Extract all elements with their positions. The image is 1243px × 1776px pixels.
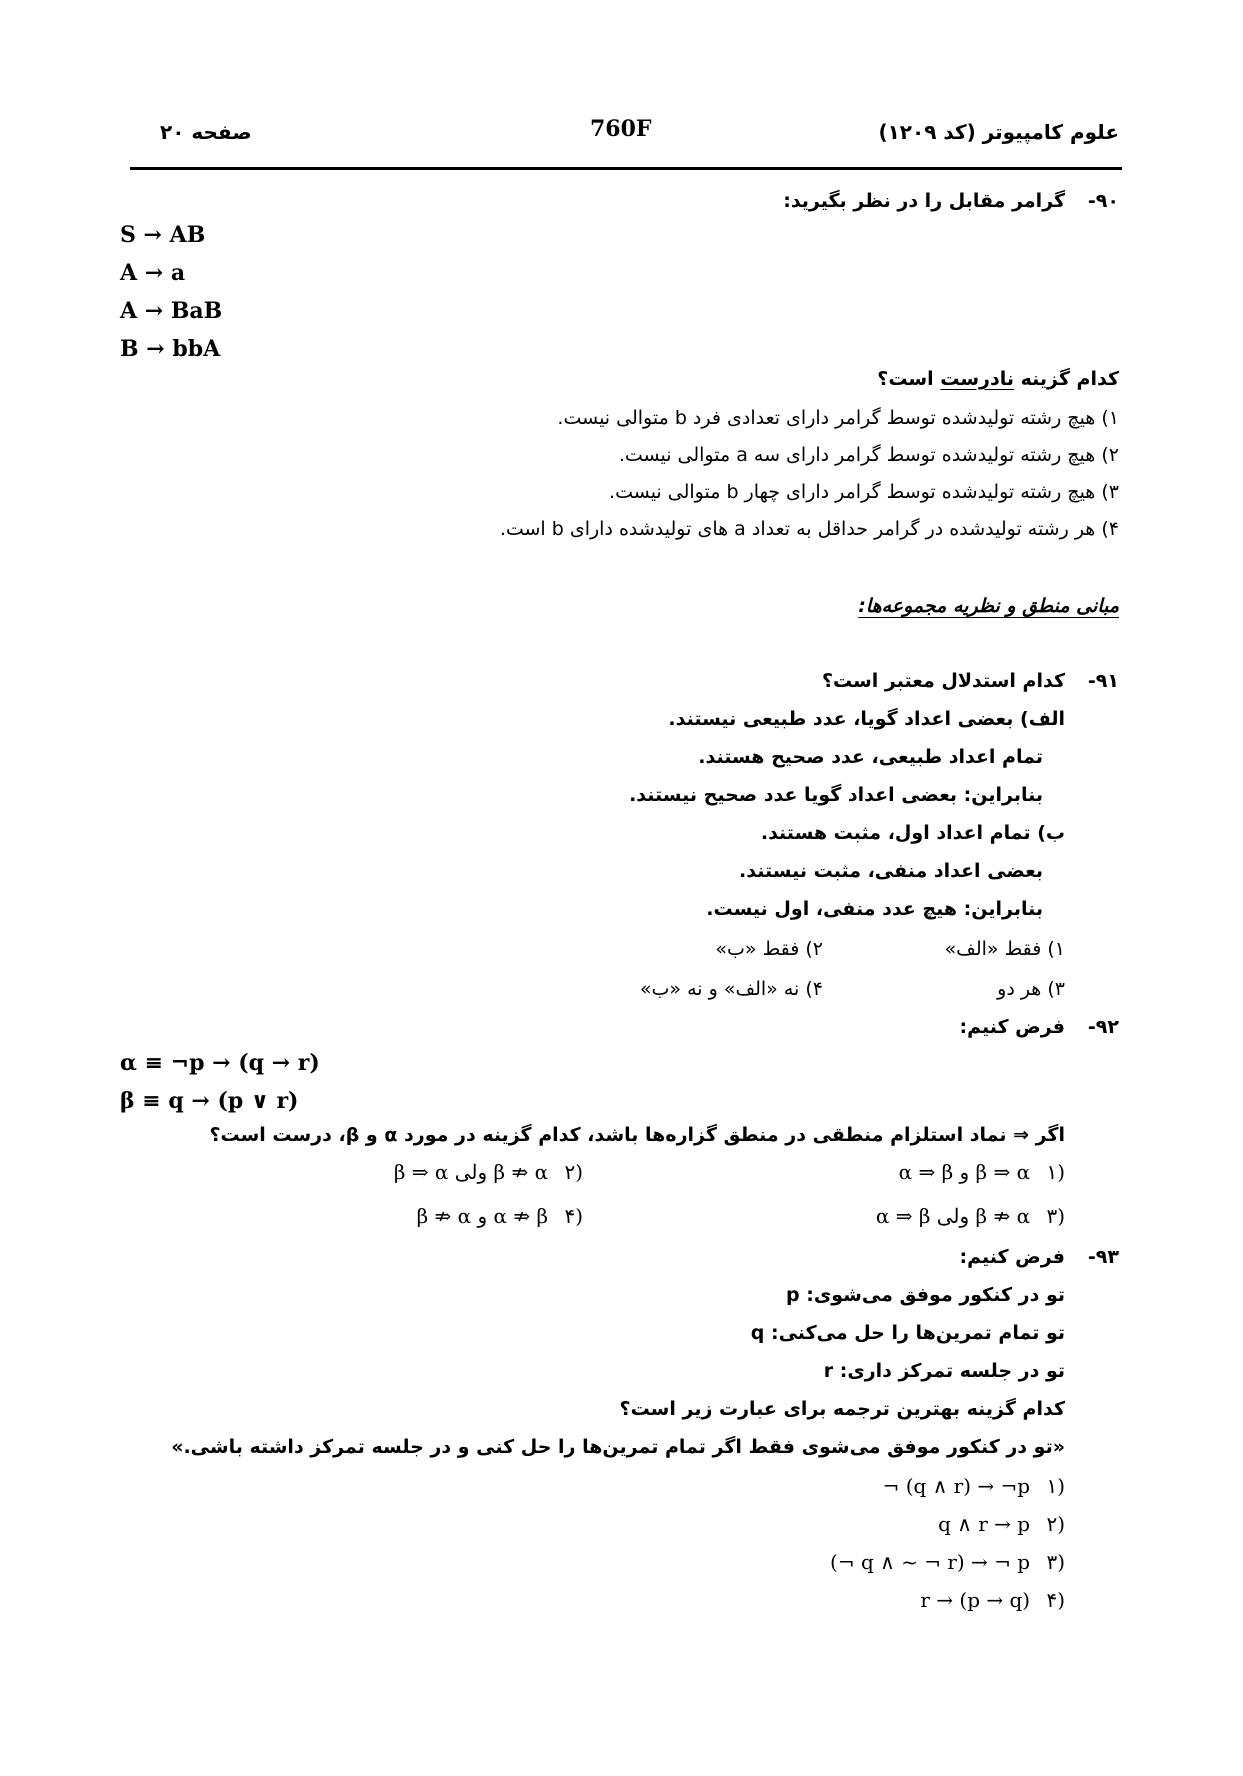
q91-line: بنابراین: هیچ عدد منفی، اول نیست. — [706, 898, 1043, 920]
q91-line: بنابراین: بعضی اعداد گویا عدد صحیح نیستند. — [629, 784, 1043, 806]
q90-question — [877, 368, 1119, 390]
q92-option-2-num: ۲) — [564, 1160, 583, 1184]
q92-option-4 — [417, 1204, 583, 1228]
q93-def-q: تو تمام تمرین‌ها را حل می‌کنی: q — [750, 1322, 1065, 1344]
q91-option-4: ۴) نه «الف» و نه «ب» — [639, 978, 823, 1000]
q91-line: بعضی اعداد منفی، مثبت نیستند. — [739, 860, 1043, 882]
q93-quote: «تو در کنکور موفق می‌شوی فقط اگر تمام تمرین‌ها را حل کنی و در جلسه تمرکز داشته باشی.» — [171, 1436, 1065, 1458]
q90-question-pre: کدام گزینه — [1014, 368, 1119, 390]
q90-question-post: است؟ — [877, 368, 941, 390]
q91-line: تمام اعداد طبیعی، عدد صحیح هستند. — [698, 746, 1043, 768]
q92-formula-alpha: α ≡ ¬p → (q → r) — [120, 1050, 320, 1076]
q91-option-3: ۳) هر دو — [997, 978, 1065, 1000]
q93-stem: فرض کنیم: — [959, 1246, 1065, 1268]
q93-option-1-text: ¬ (q ∧ r) → ¬p — [882, 1474, 1031, 1498]
q93-option-4-text: r → (p → q) — [920, 1588, 1031, 1612]
q90-number: -۹۰ — [1087, 190, 1119, 212]
q93-option-1 — [883, 1474, 1065, 1498]
q92-option-2-text: β ⇒ α ولی β ⇏ α — [393, 1160, 549, 1184]
q91-option-1: ۱) فقط «الف» — [944, 938, 1065, 960]
q92-option-1 — [899, 1160, 1065, 1184]
section-title: مبانی منطق و نظریه مجموعه‌ها: — [858, 595, 1119, 617]
q90-option-1: ۱) هیچ رشته تولیدشده توسط گرامر دارای تعدادی فرد b متوالی نیست. — [557, 407, 1119, 429]
q92-stem: فرض کنیم: — [959, 1016, 1065, 1038]
q91-line: الف) بعضی اعداد گویا، عدد طبیعی نیستند. — [668, 708, 1065, 730]
header-subject: علوم کامپیوتر (کد ۱۲۰۹) — [878, 120, 1119, 144]
q91-stem: کدام استدلال معتبر است؟ — [821, 670, 1065, 692]
q93-option-3-text: (¬ q ∧ ~ ¬ r) → ¬ p — [830, 1550, 1031, 1574]
q90-option-3: ۳) هیچ رشته تولیدشده توسط گرامر دارای چهار b متوالی نیست. — [609, 481, 1119, 503]
header-page-number: صفحه ۲۰ — [160, 120, 252, 144]
q93-option-2 — [938, 1512, 1065, 1536]
q93-option-3 — [830, 1550, 1065, 1574]
q91-line: ب) تمام اعداد اول، مثبت هستند. — [760, 822, 1065, 844]
q93-option-2-num: ۲) — [1046, 1512, 1065, 1536]
q92-option-3-num: ۳) — [1046, 1204, 1065, 1228]
q92-option-1-text: α ⇒ β و β ⇒ α — [898, 1160, 1031, 1184]
q93-question: کدام گزینه بهترین ترجمه برای عبارت زیر است؟ — [619, 1398, 1065, 1420]
q91-number: -۹۱ — [1087, 670, 1119, 692]
q90-option-4: ۴) هر رشته تولیدشده در گرامر حداقل به تعداد a های تولیدشده دارای b است. — [499, 518, 1119, 540]
q93-def-r: تو در جلسه تمرکز داری: r — [823, 1360, 1065, 1382]
q93-option-4 — [920, 1588, 1065, 1612]
header-divider — [130, 167, 1122, 170]
q90-question-underlined: نادرست — [940, 368, 1015, 390]
header-code: 760F — [590, 116, 652, 142]
q92-option-4-num: ۴) — [564, 1204, 583, 1228]
q93-option-3-num: ۳) — [1046, 1550, 1065, 1574]
q93-option-1-num: ۱) — [1046, 1474, 1065, 1498]
q93-option-4-num: ۴) — [1046, 1588, 1065, 1612]
q92-option-4-text: β ⇏ α و α ⇏ β — [416, 1204, 549, 1228]
q92-option-3-text: α ⇒ β ولی β ⇏ α — [875, 1204, 1031, 1228]
q92-option-3 — [876, 1204, 1065, 1228]
q93-number: -۹۳ — [1087, 1246, 1119, 1268]
q92-number: -۹۲ — [1087, 1016, 1119, 1038]
q90-stem: گرامر مقابل را در نظر بگیرید: — [783, 190, 1065, 212]
q92-formula-beta: β ≡ q → (p ∨ r) — [120, 1088, 299, 1114]
q90-grammar-rule: B → bbA — [120, 336, 221, 362]
q91-option-2: ۲) فقط «ب» — [715, 938, 823, 960]
q92-question: اگر ⇒ نماد استلزام منطقی در منطق گزاره‌ها باشد، کدام گزینه در مورد α و β، درست است؟ — [209, 1124, 1065, 1146]
q90-grammar-rule: A → BaB — [120, 298, 223, 324]
q93-option-2-text: q ∧ r → p — [938, 1512, 1031, 1536]
q90-option-2: ۲) هیچ رشته تولیدشده توسط گرامر دارای سه a متوالی نیست. — [618, 444, 1119, 466]
q92-option-1-num: ۱) — [1046, 1160, 1065, 1184]
q90-grammar-rule: A → a — [120, 260, 186, 286]
q93-def-p: تو در کنکور موفق می‌شوی: p — [786, 1284, 1065, 1306]
q90-grammar-rule: S → AB — [120, 222, 206, 248]
q92-option-2 — [394, 1160, 583, 1184]
